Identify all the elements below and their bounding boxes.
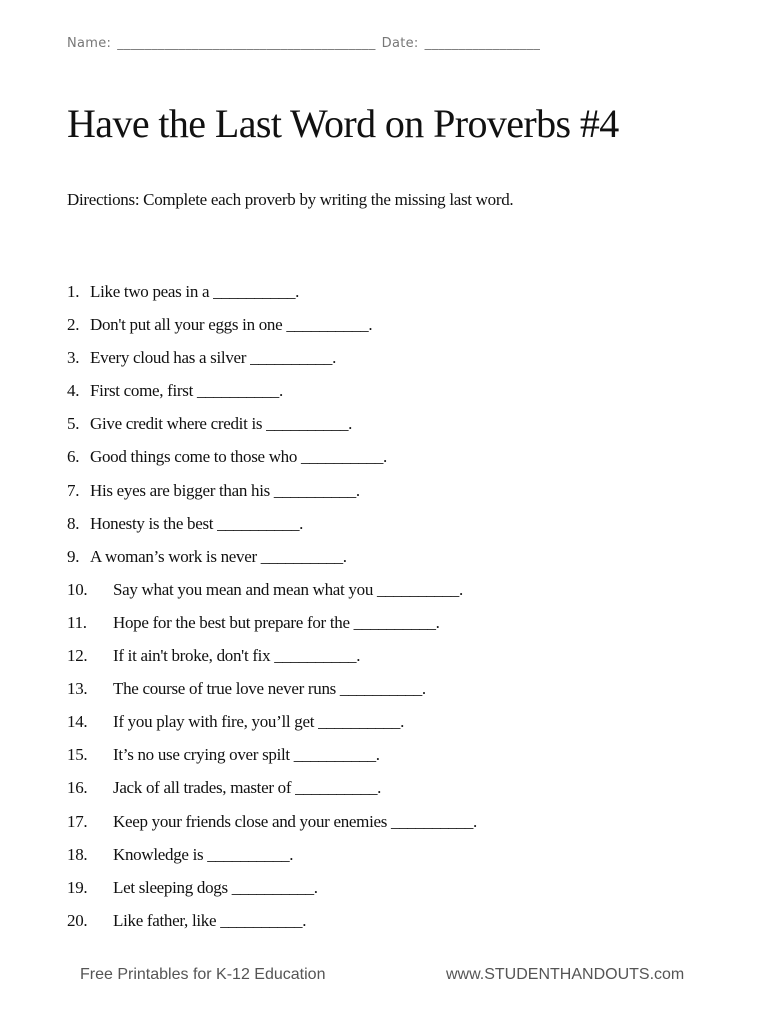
item-text: Knowledge is __________. xyxy=(113,844,294,864)
name-blank: ______________________________________ xyxy=(117,36,376,51)
item-text: Good things come to those who __________. xyxy=(90,447,387,467)
item-text: Say what you mean and mean what you __________. xyxy=(113,579,463,599)
item-number: 6. xyxy=(67,447,80,467)
item-text: It’s no use crying over spilt __________. xyxy=(113,745,380,765)
list-item xyxy=(67,743,747,776)
item-number: 3. xyxy=(67,348,80,368)
list-item xyxy=(67,710,747,743)
list-item xyxy=(67,445,747,478)
item-text: Like two peas in a __________. xyxy=(90,282,300,301)
item-number: 17. xyxy=(67,811,88,831)
list-item xyxy=(67,280,747,313)
item-number: 10. xyxy=(67,579,88,599)
directions: Directions: Complete each proverb by writing the missing last word. xyxy=(67,190,514,209)
item-text: Give credit where credit is __________. xyxy=(90,414,353,434)
item-number: 18. xyxy=(67,844,88,864)
date-label: Date: xyxy=(381,36,419,51)
list-item xyxy=(67,313,747,346)
item-text: Let sleeping dogs __________. xyxy=(113,877,318,897)
page-title: Have the Last Word on Proverbs #4 xyxy=(67,101,619,146)
item-number: 5. xyxy=(67,414,80,434)
list-item xyxy=(67,644,747,677)
proverb-list xyxy=(67,280,747,942)
item-text: A woman’s work is never __________. xyxy=(90,546,347,566)
item-text: Like father, like __________. xyxy=(113,910,307,930)
list-item xyxy=(67,909,747,942)
item-number: 20. xyxy=(67,910,88,930)
list-item xyxy=(67,810,747,843)
item-text: Honesty is the best __________. xyxy=(90,513,304,533)
item-text: First come, first __________. xyxy=(90,381,283,401)
item-text: Every cloud has a silver __________. xyxy=(90,348,337,368)
item-text: Don't put all your eggs in one __________. xyxy=(90,315,373,335)
list-item xyxy=(67,776,747,809)
list-item xyxy=(67,545,747,578)
list-item xyxy=(67,479,747,512)
footer-tagline: Free Printables for K-12 Education xyxy=(80,966,326,983)
item-text: Jack of all trades, master of __________. xyxy=(113,778,382,798)
item-number: 13. xyxy=(67,679,88,699)
item-text: Hope for the best but prepare for the __________. xyxy=(113,612,440,632)
item-text: If you play with fire, you’ll get __________. xyxy=(113,712,405,732)
list-item xyxy=(67,578,747,611)
item-number: 15. xyxy=(67,745,88,765)
item-number: 7. xyxy=(67,480,80,500)
item-number: 8. xyxy=(67,513,80,533)
item-number: 12. xyxy=(67,646,88,666)
name-label: Name: xyxy=(67,36,112,51)
list-item xyxy=(67,677,747,710)
list-item xyxy=(67,876,747,909)
list-item xyxy=(67,611,747,644)
item-number: 2. xyxy=(67,315,80,335)
date-blank: _________________ xyxy=(424,36,541,51)
list-item xyxy=(67,843,747,876)
item-text: His eyes are bigger than his __________. xyxy=(90,480,360,500)
item-number: 16. xyxy=(67,778,88,798)
item-number: 14. xyxy=(67,712,88,732)
list-item xyxy=(67,346,747,379)
item-text: Keep your friends close and your enemies __________. xyxy=(113,811,477,831)
item-number: 1. xyxy=(67,282,80,301)
list-item xyxy=(67,379,747,412)
footer-website: www.STUDENTHANDOUTS.com xyxy=(446,966,685,983)
item-number: 9. xyxy=(67,546,80,566)
item-number: 19. xyxy=(67,877,88,897)
item-text: The course of true love never runs __________. xyxy=(113,679,426,699)
list-item xyxy=(67,412,747,445)
item-text: If it ain't broke, don't fix __________. xyxy=(113,646,361,666)
item-number: 4. xyxy=(67,381,80,401)
list-item xyxy=(67,512,747,545)
item-number: 11. xyxy=(67,612,87,632)
name-date-line xyxy=(67,36,707,51)
